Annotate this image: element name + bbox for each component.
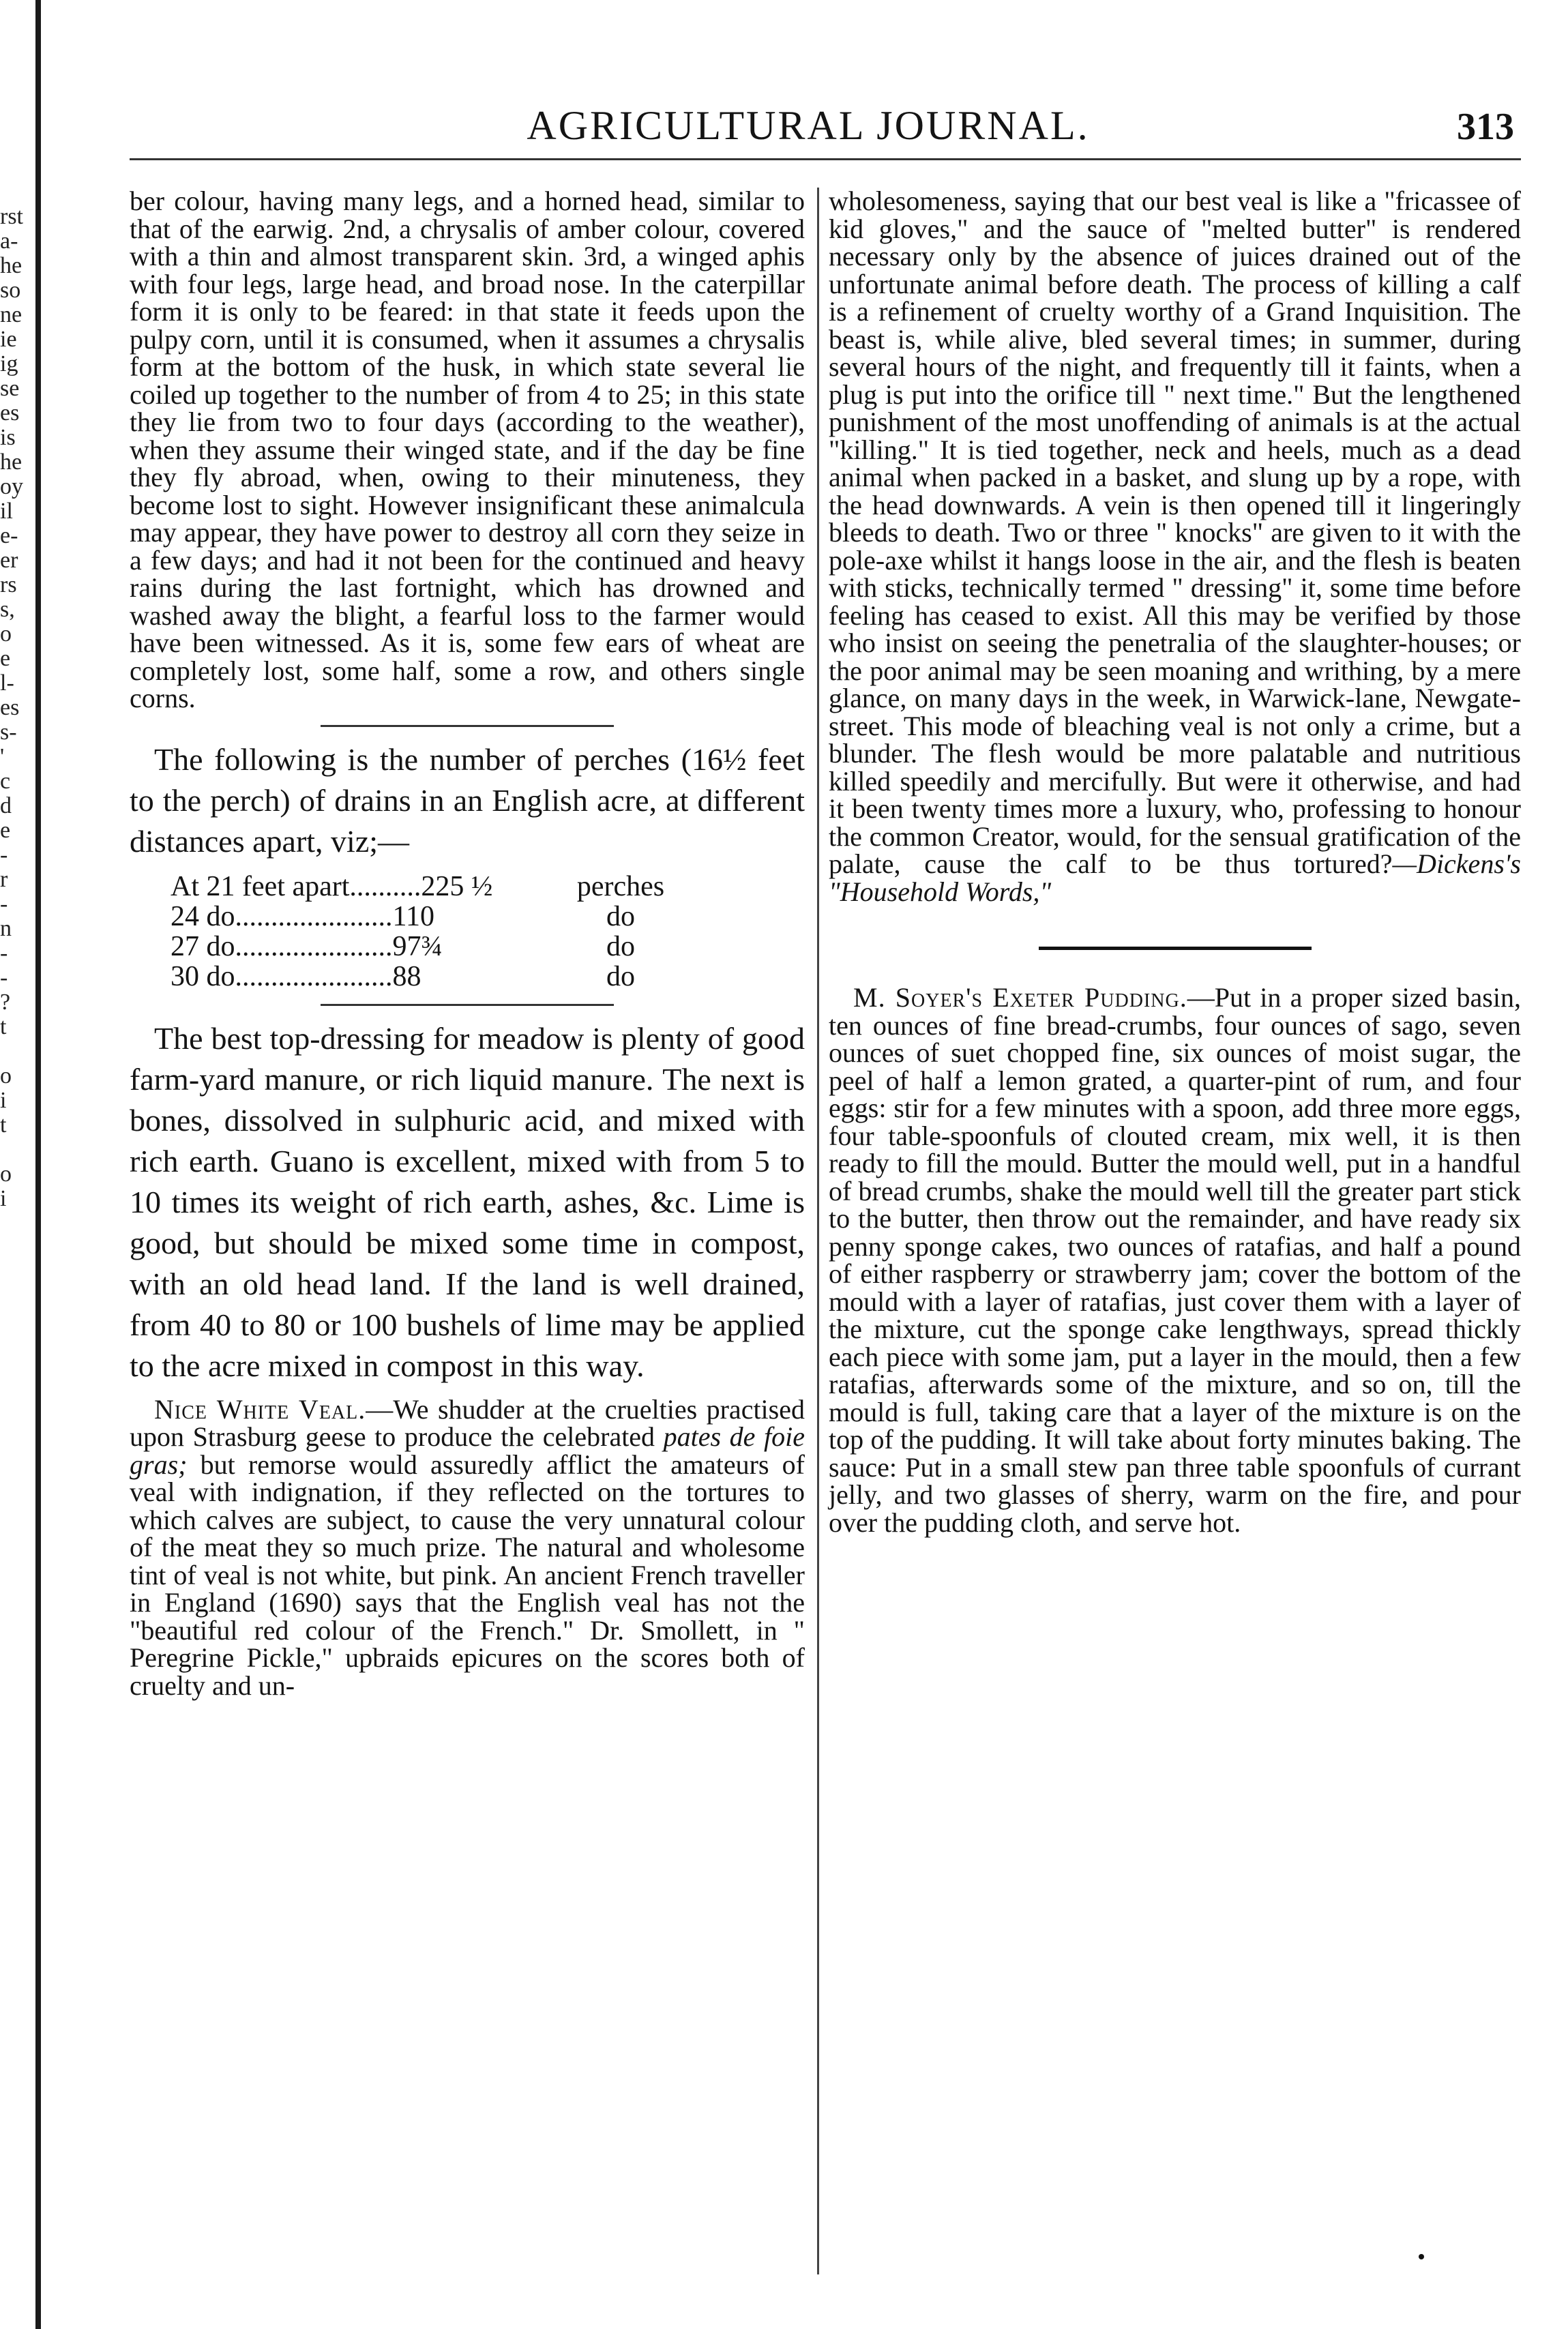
margin-fragment: c xyxy=(0,769,11,794)
margin-fragment: ig xyxy=(0,352,18,376)
margin-fragment: s, xyxy=(0,597,15,622)
margin-fragment: s- xyxy=(0,720,17,745)
margin-fragment: o xyxy=(0,622,12,647)
margin-fragment: e xyxy=(0,647,11,671)
margin-fragment: so xyxy=(0,278,21,303)
margin-fragment: o xyxy=(0,1064,12,1088)
drains-unit: perches xyxy=(576,870,665,902)
margin-fragment: oy xyxy=(0,475,23,499)
veal-continued xyxy=(829,188,1521,906)
right-column xyxy=(829,188,1521,1537)
ornament-rule xyxy=(1039,947,1312,950)
page-gutter-bar xyxy=(35,0,41,2329)
margin-fragment: i xyxy=(0,1088,7,1113)
margin-fragment: rst xyxy=(0,205,23,229)
margin-fragment: es xyxy=(0,401,20,426)
pudding-heading: M. Soyer's Exeter Pudding. xyxy=(853,982,1187,1013)
margin-fragment: n xyxy=(0,917,12,941)
margin-fragment: e xyxy=(0,818,11,843)
drains-row xyxy=(130,962,805,992)
margin-fragment: d xyxy=(0,794,12,818)
stray-mark xyxy=(1419,2254,1424,2259)
section-rule xyxy=(321,1004,614,1006)
header-rule xyxy=(130,158,1521,160)
drains-distance: 24 do......................110 xyxy=(171,900,434,932)
veal-italic: pates de foie gras; xyxy=(130,1421,805,1480)
margin-fragment: rs xyxy=(0,573,17,597)
drains-distance: 27 do......................97¾ xyxy=(171,930,443,962)
veal-paragraph xyxy=(130,1393,805,1701)
page-header xyxy=(102,102,1514,157)
margin-fragment: er xyxy=(0,548,18,573)
veal-text-a: —We shudder at the cruelties practised upon Strasburg geese to produce the celebrated xyxy=(130,1393,805,1452)
drains-unit: do xyxy=(606,930,635,962)
margin-fragment: l- xyxy=(0,671,14,696)
drains-distance: At 21 feet apart..........225 ½ xyxy=(171,870,493,902)
running-title: AGRICULTURAL JOURNAL. xyxy=(527,103,1090,148)
margin-fragment: - xyxy=(0,966,8,990)
margin-fragment: ? xyxy=(0,990,11,1015)
margin-fragment xyxy=(0,1039,33,1064)
margin-fragment xyxy=(0,1138,33,1162)
margin-fragment: r xyxy=(0,867,8,892)
drains-row xyxy=(130,932,805,962)
top-dressing-paragraph: The best top-dressing for meadow is plenty of good farm-yard manure, or rich liquid manure. The next is bones, dissolved in sulphuric acid, and mixed with rich earth. Guano is excellent, mixed with from 5 to 10 times its weight of rich earth, ashes, &c. Lime is good, but should be mixed some time in compost, with an old head land. If the land is well drained, from 40 to 80 or 100 bushels of lime may be applied to the acre mixed in compost in this way. xyxy=(130,1020,805,1383)
drains-row xyxy=(130,902,805,932)
section-rule xyxy=(321,725,614,727)
margin-fragment: t xyxy=(0,1015,7,1039)
drains-unit: do xyxy=(606,900,635,932)
margin-fragment: ' xyxy=(0,745,5,769)
drains-distance: 30 do......................88 xyxy=(171,960,421,992)
veal-heading: Nice White Veal. xyxy=(154,1393,366,1425)
adjacent-page-fragments xyxy=(0,205,33,1211)
margin-fragment: is xyxy=(0,426,16,450)
margin-fragment: ne xyxy=(0,303,23,327)
pudding-paragraph xyxy=(829,984,1521,1537)
page-number: 313 xyxy=(1457,106,1514,148)
veal-credit: —Dickens's "Household Words," xyxy=(829,848,1521,907)
column-divider xyxy=(817,188,819,2274)
margin-fragment: o xyxy=(0,1162,12,1187)
pudding-text: —Put in a proper sized basin, ten ounces of fine bread-crumbs, four ounces of sago, seven ounces of suet chopped fine, six ounces of moist sugar, the peel of half a lemon grated, a quarter-pint of rum, and four eggs: stir for a few minutes with a spoon, add three more eggs, four table-spoonfuls of clouted cream, mix well, it is then ready to fill the mould. Butter the mould well, put in a handful of bread crumbs, shake the mould well till the greater part stick to the butter, then throw out the remainder, and have ready six penny sponge cakes, two ounces of ratafias, and half a pound of either raspberry or strawberry jam; cover the bottom of the mould with a layer of ratafias, just cover them with a layer of the mixture, cut the sponge cake lengthways, spread thickly each piece with some jam, put a layer in the mould, then a few ratafias, afterwards some of the mixture, and so on, till the mould is full, taking care that a layer of the mixture is on the top of the pudding. It will take about forty minutes baking. The sauce: Put in a small stew pan three table spoonfuls of currant jelly, and two glasses of sherry, warm on the fire, and pour over the pudding cloth, and serve hot. xyxy=(829,982,1521,1538)
margin-fragment: il xyxy=(0,499,13,524)
drains-unit: do xyxy=(606,960,635,992)
margin-fragment: ie xyxy=(0,327,17,352)
drains-intro: The following is the number of perches (16½ feet to the perch) of drains in an English acre, at different distances apart, viz;— xyxy=(130,741,805,859)
left-column xyxy=(130,188,805,1700)
margin-fragment: i xyxy=(0,1187,7,1211)
margin-fragment: a- xyxy=(0,229,18,254)
margin-fragment: - xyxy=(0,843,8,867)
margin-fragment: he xyxy=(0,450,23,475)
margin-fragment: he xyxy=(0,254,23,278)
margin-fragment: e- xyxy=(0,524,18,548)
drains-table xyxy=(130,872,805,992)
margin-fragment: - xyxy=(0,892,8,917)
blight-paragraph: ber colour, having many legs, and a horned head, similar to that of the earwig. 2nd, a chrysalis of amber colour, covered with a thin and almost transparent skin. 3rd, a winged aphis with four legs, large head, and broad nose. In the caterpillar form it is only to be feared: in that state it feeds upon the pulpy corn, until it is consumed, when it assumes a chrysalis form at the bottom of the husk, in which state several lie coiled up together to the number of from 4 to 25; in this state they lie from two to four days (according to the weather), when they assume their winged state, and if the day be fine they fly abroad, when, owing to their minuteness, they become lost to sight. However insignificant these animalcula may appear, they have power to destroy all corn they seize in a few days; and had it not been for the continued and heavy rains during the last fortnight, which has drowned and washed away the blight, a fearful loss to the farmer would have been witnessed. As it is, some few ears of wheat are completely lost, some half, some a row, and others single corns. xyxy=(130,186,805,713)
margin-fragment: t xyxy=(0,1113,7,1138)
veal-text-b: but remorse would assuredly afflict the amateurs of veal with indignation, if they reflected on the tortures to which calves are subject, to cause the very unnatural colour of the meat they so much prize. The natural and wholesome tint of veal is not white, but pink. An ancient French traveller in England (1690) says that the English veal has not the "beautiful red colour of the French." Dr. Smollett, in " Peregrine Pickle," upbraids epicures on the scores both of cruelty and un- xyxy=(130,1449,805,1701)
drains-row xyxy=(130,872,805,902)
veal-continued-text: wholesomeness, saying that our best veal is like a "fricassee of kid gloves," and the sauce of "melted butter" is rendered necessary only by the absence of juices drained out of the unfortunate animal before death. The process of killing a calf is a refinement of cruelty worthy of a Grand Inquisition. The beast is, while alive, bled several times; in summer, during several hours of the night, and frequently till it faints, when a plug is put into the orifice till " next time." But the lengthened punishment of the most unoffending of animals is at the actual "killing." It is tied together, neck and heels, much as a dead animal when packed in a basket, and slung up by a rope, with the head downwards. A vein is then opened till it lingeringly bleeds to death. Two or three " knocks" are given to it with the pole-axe whilst it hangs loose in the air, and the flesh is beaten with sticks, technically termed " dressing" it, some time before feeling has ceased to exist. All this may be verified by those who insist on seeing the penetralia of the slaughter-houses; or the poor animal may be seen moaning and writhing, by a mere glance, on many days in the week, in Warwick-lane, Newgate-street. This mode of bleaching veal is not only a crime, but a blunder. The flesh would be more palatable and nutritious killed speedily and mercifully. But were it otherwise, and had it been twenty times more a luxury, who, professing to honour the common Creator, would, for the sensual gratification of the palate, cause the calf to be thus tortured? xyxy=(829,186,1521,879)
margin-fragment: se xyxy=(0,376,20,401)
margin-fragment: es xyxy=(0,696,20,720)
margin-fragment: - xyxy=(0,941,8,966)
